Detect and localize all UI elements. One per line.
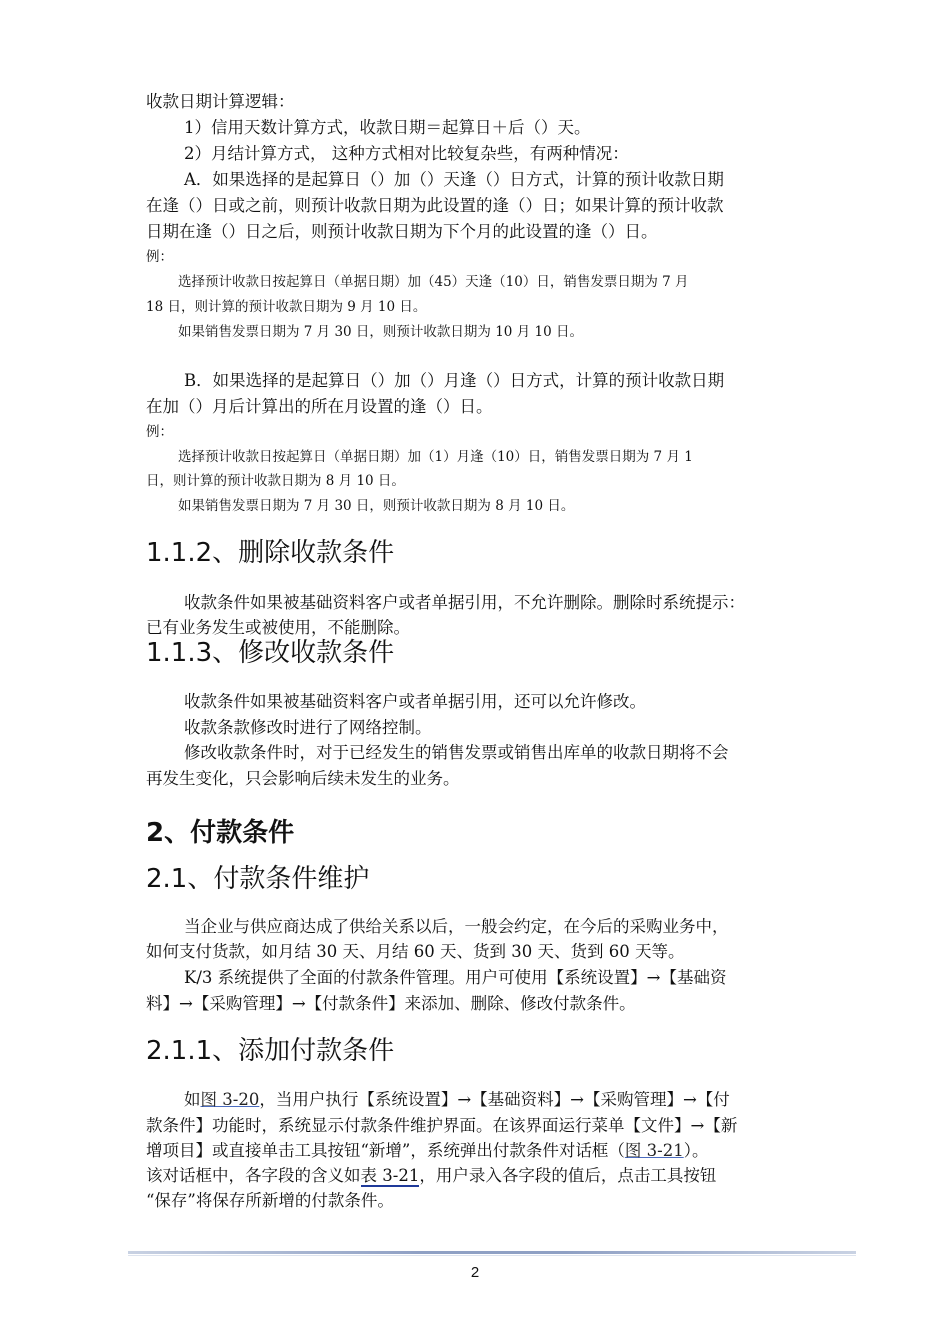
text-line: 在加（）月后计算出的所在月设置的逢（）日。 — [146, 397, 493, 416]
text-line: 料】→【采购管理】→【付款条件】来添加、删除、修改付款条件。 — [146, 994, 636, 1013]
page-number: 2 — [470, 1264, 480, 1281]
chapter-heading: 2、付款条件 — [146, 818, 295, 848]
figure-reference-link[interactable]: 图 3-21 — [624, 1141, 684, 1160]
text-line: 收款条件如果被基础资料客户或者单据引用，还可以允许修改。 — [184, 692, 646, 711]
text-line: 款条件】功能时，系统显示付款条件维护界面。在该界面运行菜单【文件】→【新 — [146, 1116, 738, 1135]
text-run: 增项目】或直接单击工具按钮“新增”，系统弹出付款条件对话框（ — [146, 1141, 625, 1160]
text-line: 收款条款修改时进行了网络控制。 — [184, 718, 432, 737]
text-line — [146, 1137, 708, 1161]
footer-rule — [128, 1251, 856, 1254]
text-line: 收款条件如果被基础资料客户或者单据引用，不允许删除。删除时系统提示： — [184, 593, 745, 612]
text-line: 已有业务发生或被使用，不能删除。 — [146, 618, 410, 637]
text-run: ，用户录入各字段的值后，点击工具按钮 — [419, 1166, 717, 1185]
section-heading: 2.1.1、添加付款条件 — [146, 1036, 395, 1066]
section-heading: 1.1.2、删除收款条件 — [146, 538, 395, 568]
footer-rule-shadow — [128, 1255, 856, 1256]
table-reference-link[interactable]: 表 3-21 — [360, 1166, 420, 1185]
text-line: A．如果选择的是起算日（）加（）天逢（）日方式，计算的预计收款日期 — [184, 170, 724, 189]
text-line: 如果销售发票日期为 7 月 30 日，则预计收款日期为 10 月 10 日。 — [178, 324, 583, 340]
text-line: “保存”将保存所新增的付款条件。 — [146, 1191, 394, 1210]
text-run: ）。 — [683, 1141, 709, 1160]
text-line: 收款日期计算逻辑： — [146, 92, 295, 111]
text-line: 选择预计收款日按起算日（单据日期）加（1）月逢（10）日，销售发票日期为 7 月 1 — [178, 449, 693, 465]
text-line: 再发生变化，只会影响后续未发生的业务。 — [146, 769, 460, 788]
text-run: 如 — [184, 1090, 201, 1109]
text-line — [146, 1162, 716, 1186]
text-line: 修改收款条件时，对于已经发生的销售发票或销售出库单的收款日期将不会 — [184, 743, 729, 762]
text-line — [184, 1086, 730, 1110]
text-line: 2）月结计算方式， 这种方式相对比较复杂些，有两种情况： — [184, 144, 629, 163]
text-line: 选择预计收款日按起算日（单据日期）加（45）天逢（10）日，销售发票日期为 7 月 — [178, 274, 689, 290]
figure-reference-link[interactable]: 图 3-20 — [200, 1090, 260, 1109]
text-run: 该对话框中，各字段的含义如 — [146, 1166, 361, 1185]
text-line: 在逢（）日或之前，则预计收款日期为此设置的逢（）日；如果计算的预计收款 — [146, 196, 724, 215]
text-line: 当企业与供应商达成了供给关系以后，一般会约定，在今后的采购业务中， — [184, 917, 729, 936]
text-line: B．如果选择的是起算日（）加（）月逢（）日方式，计算的预计收款日期 — [184, 371, 725, 390]
text-line: 如果销售发票日期为 7 月 30 日，则预计收款日期为 8 月 10 日。 — [178, 498, 575, 514]
text-line: 例： — [146, 249, 173, 265]
text-line: 日，则计算的预计收款日期为 8 月 10 日。 — [146, 473, 405, 489]
text-line: 1）信用天数计算方式，收款日期＝起算日＋后（）天。 — [184, 118, 591, 137]
text-line: 18 日，则计算的预计收款日期为 9 月 10 日。 — [146, 299, 427, 315]
text-line: 如何支付货款，如月结 30 天、月结 60 天、货到 30 天、货到 60 天等。 — [146, 942, 685, 961]
text-run: ，当用户执行【系统设置】→【基础资料】→【采购管理】→【付 — [259, 1090, 730, 1109]
section-heading: 2.1、付款条件维护 — [146, 864, 370, 894]
text-line: K/3 系统提供了全面的付款条件管理。用户可使用【系统设置】→【基础资 — [184, 968, 727, 987]
section-heading: 1.1.3、修改收款条件 — [146, 638, 395, 668]
text-line: 例： — [146, 424, 173, 440]
text-line: 日期在逢（）日之后，则预计收款日期为下个月的此设置的逢（）日。 — [146, 222, 658, 241]
